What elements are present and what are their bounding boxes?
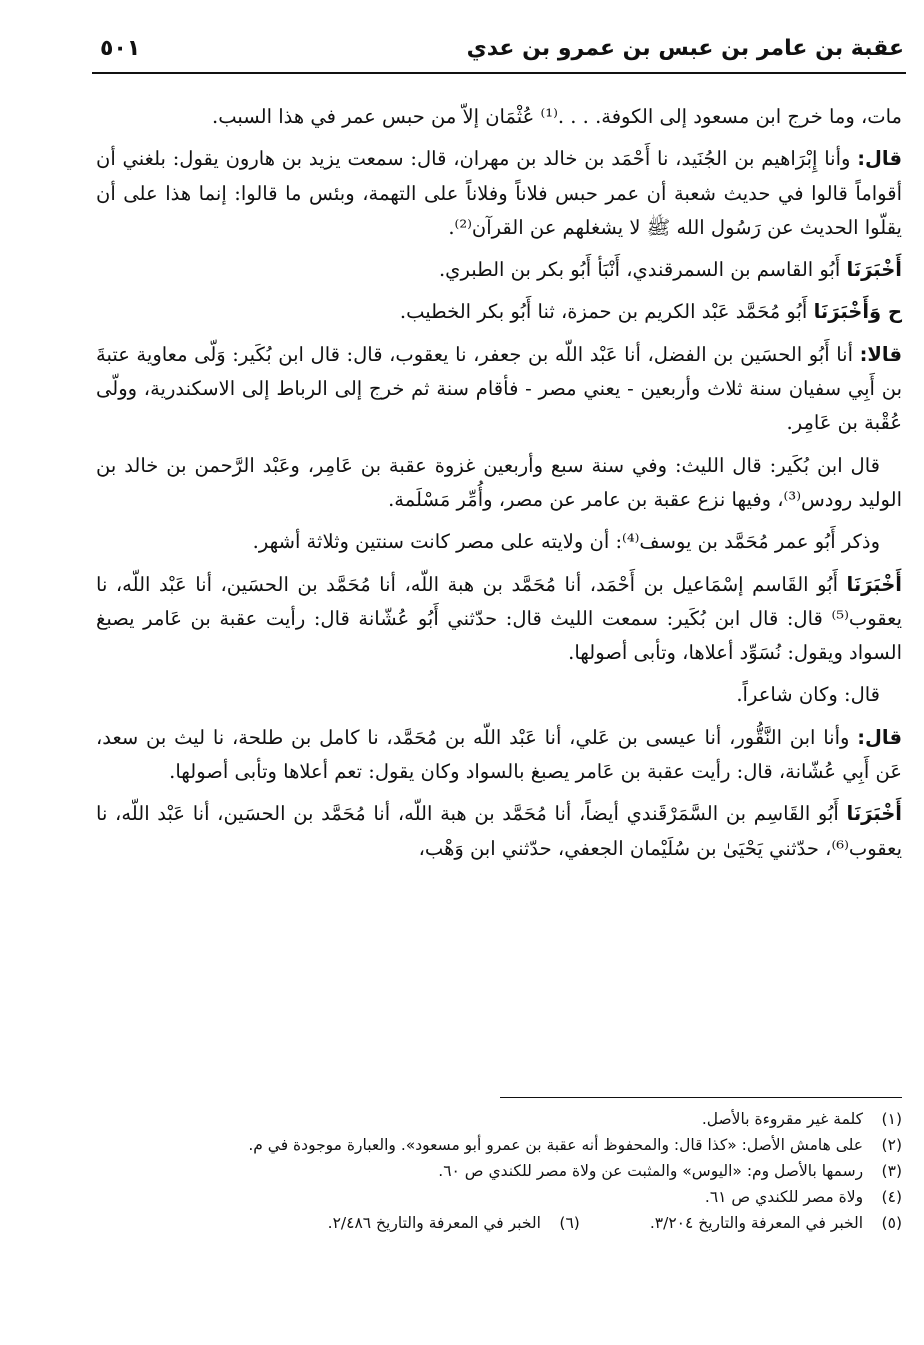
- paragraph-text: وذكر أَبُو عمر مُحَمَّد بن يوسف⁽⁴⁾: أن ولايته على مصر كانت سنتين وثلاثة أشهر.: [252, 530, 880, 554]
- footnote-text: ولاة مصر للكندي ص ٦١.: [704, 1188, 864, 1206]
- paragraph-text: قال: وكان شاعراً.: [736, 683, 880, 707]
- main-text: [96, 100, 902, 874]
- paragraph-lead: قال:: [857, 147, 902, 171]
- paragraph-text: مات، وما خرج ابن مسعود إلى الكوفة. . . .⁽¹⁾ عُثْمَان إلاّ من حبس عمر في هذا السبب.: [212, 105, 902, 128]
- footnote-5: [650, 1210, 902, 1236]
- paragraph-lead: أَخْبَرَنَا: [846, 802, 902, 826]
- footnote-3: [96, 1158, 902, 1184]
- page-number: ٥٠١: [100, 36, 141, 61]
- paragraph-text: قال ابن بُكَير: قال الليث: وفي سنة سبع وأربعين غزوة عقبة بن عَامِر، وعَبْد الرَّحمن بن خالد بن الوليد رودس⁽³⁾، وفيها نزع عقبة بن عامر عن مصر، وأُمِّر مَسْلَمة.: [96, 453, 902, 511]
- page-header: [96, 30, 904, 70]
- paragraph-6: [96, 449, 902, 518]
- paragraph-text: أَبُو مُحَمَّد عَبْد الكريم بن حمزة، ثنا أَبُو بكر الخطيب.: [399, 300, 814, 324]
- footnote-text: رسمها بالأصل وم: «اليوس» والمثبت عن ولاة مصر للكندي ص ٦٠.: [438, 1162, 864, 1180]
- paragraph-text: أنا أَبُو الحسَين بن الفضل، أنا عَبْد اللّه بن جعفر، نا يعقوب، قال: قال ابن بُكَير: وَلّى معاوية عتبةَ بن أَبِي سفيان سنة ثلاث وأربعين - يعني مصر - فأقام سنة ثم خرج إلى الرباط إلى الاسكندرية، وولّى عُقْبة بن عَامِر.: [96, 342, 902, 435]
- paragraph-1: [96, 100, 902, 134]
- paragraph-9: [96, 678, 902, 712]
- footnote-1: [96, 1106, 902, 1132]
- footnote-text: الخبر في المعرفة والتاريخ ٣/٢٠٤.: [649, 1214, 864, 1232]
- footnote-2: [96, 1132, 902, 1158]
- paragraph-5: [96, 338, 902, 441]
- footnote-4: [96, 1184, 902, 1210]
- footnote-text: كلمة غير مقروءة بالأصل.: [701, 1110, 864, 1128]
- paragraph-3: [96, 253, 902, 287]
- footnote-number: (٥): [881, 1214, 902, 1232]
- header-rule: [92, 72, 906, 74]
- paragraph-lead: قالا:: [859, 342, 902, 366]
- paragraph-text: وأنا ابن النَّقُّور، أنا عيسى بن عَلي، أنا عَبْد اللّه بن مُحَمَّد، نا كامل بن طلحة، نا ليث بن سعد، عَن أَبِي عُشّانة، قال: رأيت عقبة بن عَامر يصبغ بالسواد وكان يقول: تعم أعلاها وتأبى أصولها.: [96, 725, 902, 784]
- paragraph-text: وأنا إِبْرَاهيم بن الجُنَيد، نا أَحْمَد بن خالد بن مهران، قال: سمعت يزيد بن هارون يقول: بلغني أن أقواماً قالوا في حديث شعبة أن عمر حبس فلاناً وفلاناً على التهمة، وبئس ما قالوا: إنما هذا على أن يقلّوا الحديث عن رَسُول الله ﷺ لا يشغلهم عن القرآن⁽²⁾.: [96, 147, 902, 239]
- paragraph-10: [96, 721, 902, 790]
- paragraph-lead: ح وَأَخْبَرَنَا: [813, 300, 902, 324]
- footnote-text: على هامش الأصل: «كذا قال: والمحفوظ أنه عقبة بن عمرو أبو مسعود». والعبارة موجودة في م.: [248, 1136, 864, 1154]
- footnote-rule: [500, 1097, 902, 1098]
- paragraph-2: [96, 142, 902, 245]
- paragraph-7: [96, 525, 902, 559]
- footnote-number: (٢): [881, 1136, 902, 1154]
- paragraph-text: أَبُو القَاسم إسْمَاعيل بن أَحْمَد، أنا مُحَمَّد بن هبة اللّه، أنا مُحَمَّد بن الحسَين، أنا عَبْد اللّه، نا يعقوب⁽⁵⁾ قال: قال ابن بُكَير: سمعت الليث قال: حدّثني أَبُو عُشّانة قال: رأيت عقبة بن عَامر يصبغ السواد ويقول: نُسَوِّد أعلاها، وتأبى أصولها.: [96, 572, 902, 665]
- footnote-number: (٤): [881, 1188, 902, 1206]
- footnote-row: [96, 1210, 902, 1236]
- footnotes: [96, 1106, 902, 1236]
- paragraph-lead: أَخْبَرَنَا: [846, 258, 902, 282]
- paragraph-lead: أَخْبَرَنَا: [846, 572, 902, 596]
- paragraph-4: [96, 295, 902, 329]
- paragraph-lead: قال:: [857, 725, 902, 749]
- running-head: عقبة بن عامر بن عبس بن عمرو بن عدي: [466, 36, 904, 61]
- paragraph-8: [96, 568, 902, 671]
- footnote-number: (٣): [881, 1162, 902, 1180]
- footnote-number: (٦): [559, 1214, 580, 1232]
- paragraph-text: أَبُو القَاسِم بن السَّمَرْقَندي أيضاً، أنا مُحَمَّد بن هبة اللّه، أنا مُحَمَّد بن الحسَين، أنا عَبْد اللّه، نا يعقوب⁽⁶⁾، حدّثني يَحْيَىٰ بن سُلَيْمان الجعفي، حدّثني ابن وَهْب،: [96, 802, 902, 860]
- footnote-text: الخبر في المعرفة والتاريخ ٢/٤٨٦.: [327, 1214, 541, 1232]
- footnote-6: [328, 1210, 580, 1236]
- paragraph-11: [96, 797, 902, 866]
- paragraph-text: أَبُو القاسم بن السمرقندي، أَنْبَأ أَبُو بكر بن الطبري.: [438, 258, 847, 282]
- footnote-number: (١): [881, 1110, 902, 1128]
